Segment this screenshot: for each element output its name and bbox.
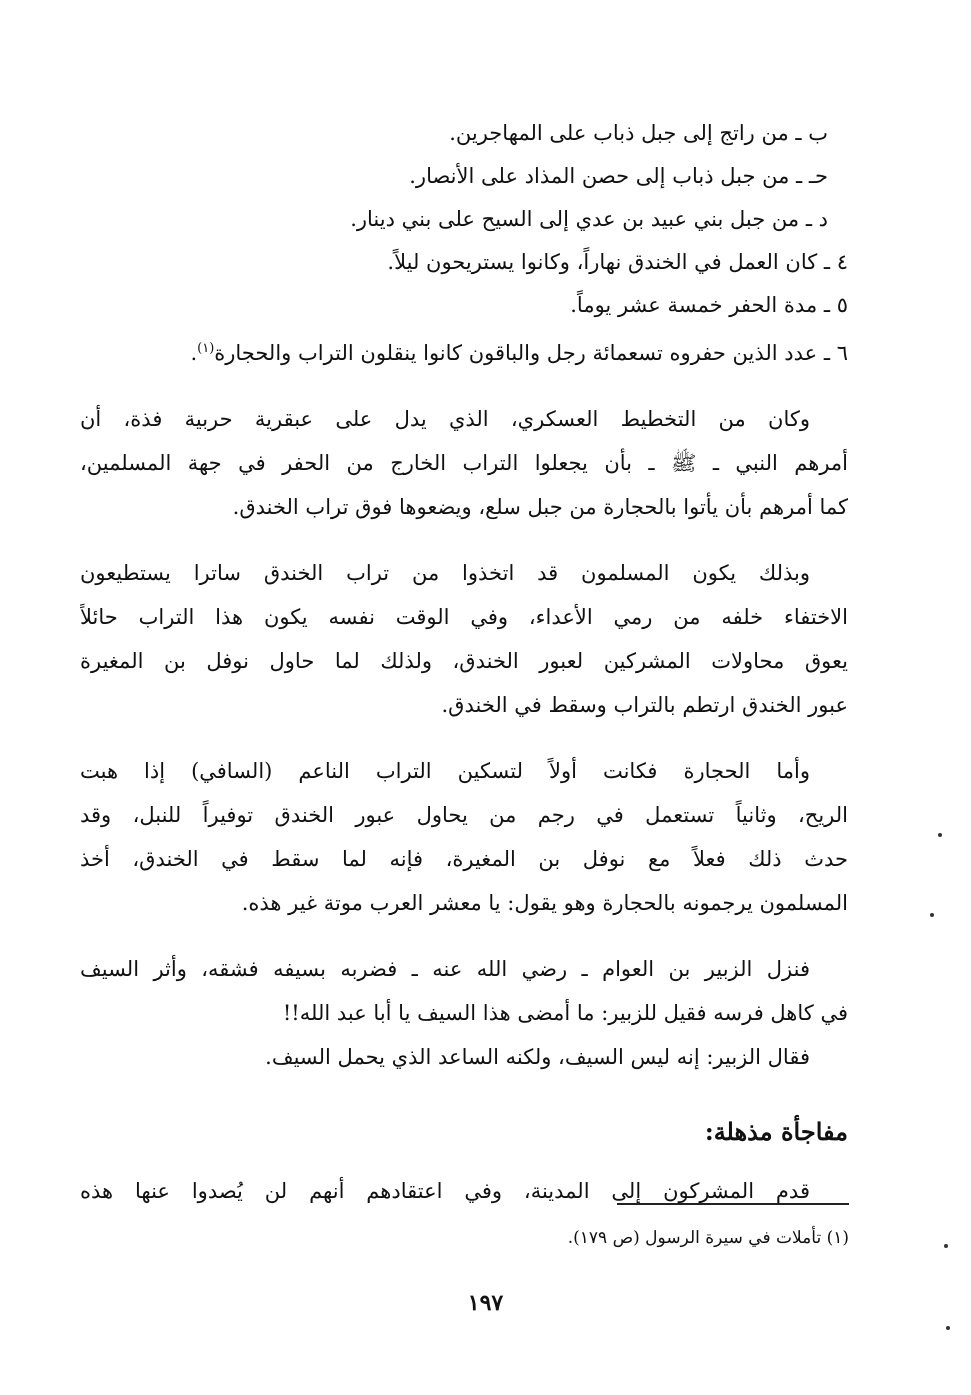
margin-dot xyxy=(944,1244,948,1248)
paragraph-line: حدث ذلك فعلاً مع نوفل بن المغيرة، فإنه لما سقط في الخندق، أخذ xyxy=(80,847,848,871)
paragraph xyxy=(80,551,848,727)
paragraph-line: فنزل الزبير بن العوام ـ رضي الله عنه ـ فضربه بسيفه فشقه، وأثر السيف xyxy=(80,957,810,981)
paragraph-line: المسلمون يرجمونه بالحجارة وهو يقول: يا معشر العرب موتة غير هذه. xyxy=(241,891,848,915)
footnote-divider xyxy=(617,1203,849,1205)
list-item-6 xyxy=(80,327,848,375)
footnote: (١) تأملات في سيرة الرسول (ص ١٧٩). xyxy=(567,1228,849,1248)
margin-dot xyxy=(946,1326,950,1330)
paragraph-line: الاختفاء خلفه من رمي الأعداء، وفي الوقت نفسه يكون هذا التراب حائلاً xyxy=(80,605,848,629)
paragraph-line: كما أمرهم بأن يأتوا بالحجارة من جبل سلع، ويضعوها فوق تراب الخندق. xyxy=(232,495,848,519)
list-item: ٥ ـ مدة الحفر خمسة عشر يوماً. xyxy=(570,293,848,317)
page-body xyxy=(80,112,848,1213)
list-item: ٤ ـ كان العمل في الخندق نهاراً، وكانوا يستريحون ليلاً. xyxy=(387,250,848,274)
paragraph-line: الريح، وثانياً تستعمل في رجم من يحاول عبور الخندق توفيراً للنبل، وقد xyxy=(80,803,848,827)
list-item-6-text: ٦ ـ عدد الذين حفروه تسعمائة رجل والباقون كانوا ينقلون التراب والحجارة xyxy=(214,341,848,365)
page-number: ١٩٧ xyxy=(467,1290,504,1316)
paragraph-line: وأما الحجارة فكانت أولاً لتسكين التراب الناعم (السافي) إذا هبت xyxy=(80,759,810,783)
footnote-reference: (١) xyxy=(197,341,215,356)
list-item-6-end: . xyxy=(190,341,198,365)
paragraph xyxy=(80,1169,848,1213)
paragraph xyxy=(80,397,848,529)
list-item: حـ ـ من جبل ذباب إلى حصن المذاد على الأنصار. xyxy=(409,164,828,188)
margin-dot xyxy=(938,833,942,837)
paragraph-line: فقال الزبير: إنه ليس السيف، ولكنه الساعد الذي يحمل السيف. xyxy=(265,1045,810,1069)
paragraph-line: في كاهل فرسه فقيل للزبير: ما أمضى هذا السيف يا أبا عبد الله!! xyxy=(282,1001,848,1025)
paragraph xyxy=(80,947,848,1079)
paragraph-line: يعوق محاولات المشركين لعبور الخندق، ولذلك لما حاول نوفل بن المغيرة xyxy=(80,649,848,673)
paragraph-line: قدم المشركون إلى المدينة، وفي اعتقادهم أنهم لن يُصدوا عنها هذه xyxy=(80,1179,810,1203)
list-item: د ـ من جبل بني عبيد بن عدي إلى السيح على بني دينار. xyxy=(350,207,828,231)
paragraph xyxy=(80,749,848,925)
section-heading: مفاجأة مذهلة: xyxy=(704,1117,848,1146)
paragraph-line: وكان من التخطيط العسكري، الذي يدل على عبقرية حربية فذة، أن xyxy=(80,407,810,431)
margin-dot xyxy=(930,913,934,917)
list-item: ب ـ من راتج إلى جبل ذباب على المهاجرين. xyxy=(449,121,828,145)
paragraph-line: عبور الخندق ارتطم بالتراب وسقط في الخندق. xyxy=(441,693,848,717)
paragraph-line: أمرهم النبي ـ ﷺ ـ بأن يجعلوا التراب الخارج من الحفر في جهة المسلمين، xyxy=(80,451,848,475)
paragraph-line: وبذلك يكون المسلمون قد اتخذوا من تراب الخندق ساترا يستطيعون xyxy=(80,561,810,585)
